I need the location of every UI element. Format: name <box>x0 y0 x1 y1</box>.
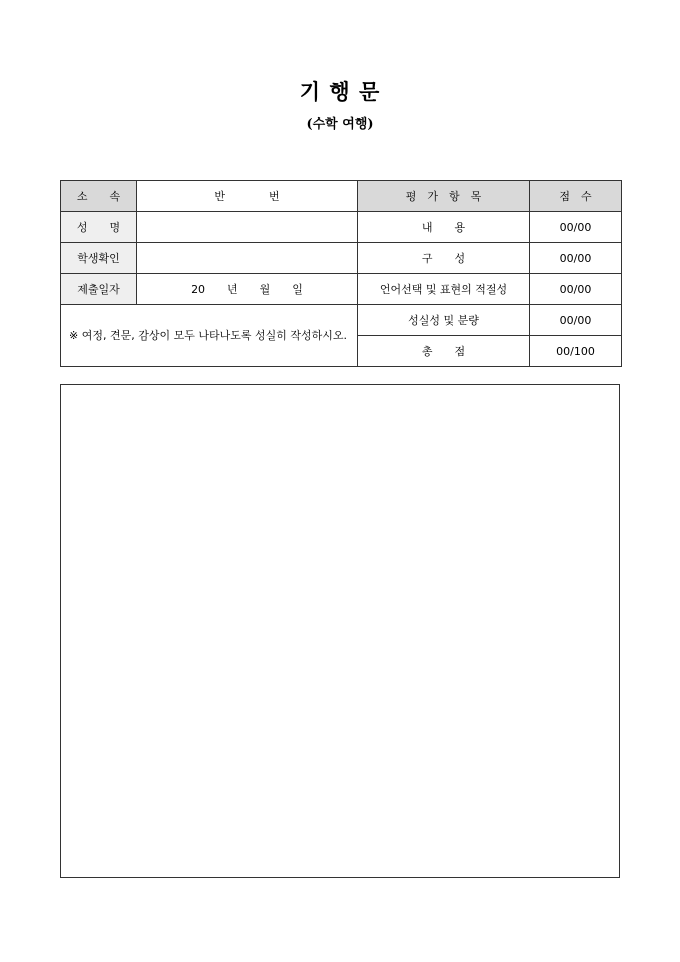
eval-item-content: 내 용 <box>358 212 530 243</box>
score-header: 점 수 <box>530 181 622 212</box>
essay-writing-area[interactable] <box>60 384 620 878</box>
table-row <box>61 243 622 274</box>
table-row <box>61 212 622 243</box>
affiliation-value[interactable]: 반 번 <box>137 181 358 212</box>
score-content: 00/00 <box>530 212 622 243</box>
eval-item-total: 총 점 <box>358 336 530 367</box>
eval-item-language: 언어선택 및 표현의 적절성 <box>358 274 530 305</box>
submit-date-value[interactable]: 20 년 월 일 <box>137 274 358 305</box>
eval-item-structure: 구 성 <box>358 243 530 274</box>
name-label: 성 명 <box>61 212 137 243</box>
document-subtitle: (수학 여행) <box>306 117 374 132</box>
eval-items-header: 평 가 항 목 <box>358 181 530 212</box>
student-confirm-label: 학생확인 <box>61 243 137 274</box>
name-field[interactable] <box>137 212 358 243</box>
table-row <box>61 305 622 336</box>
score-structure: 00/00 <box>530 243 622 274</box>
table-row <box>61 274 622 305</box>
instruction-note: ※ 여정, 견문, 감상이 모두 나타나도록 성실히 작성하시오. <box>61 305 358 367</box>
eval-item-sincerity: 성실성 및 분량 <box>358 305 530 336</box>
score-language: 00/00 <box>530 274 622 305</box>
score-sincerity: 00/00 <box>530 305 622 336</box>
affiliation-label: 소 속 <box>61 181 137 212</box>
table-row <box>61 181 622 212</box>
score-total: 00/100 <box>530 336 622 367</box>
student-confirm-field[interactable] <box>137 243 358 274</box>
submit-date-label: 제출일자 <box>61 274 137 305</box>
evaluation-table <box>60 180 622 367</box>
document-title: 기 행 문 <box>299 79 381 104</box>
